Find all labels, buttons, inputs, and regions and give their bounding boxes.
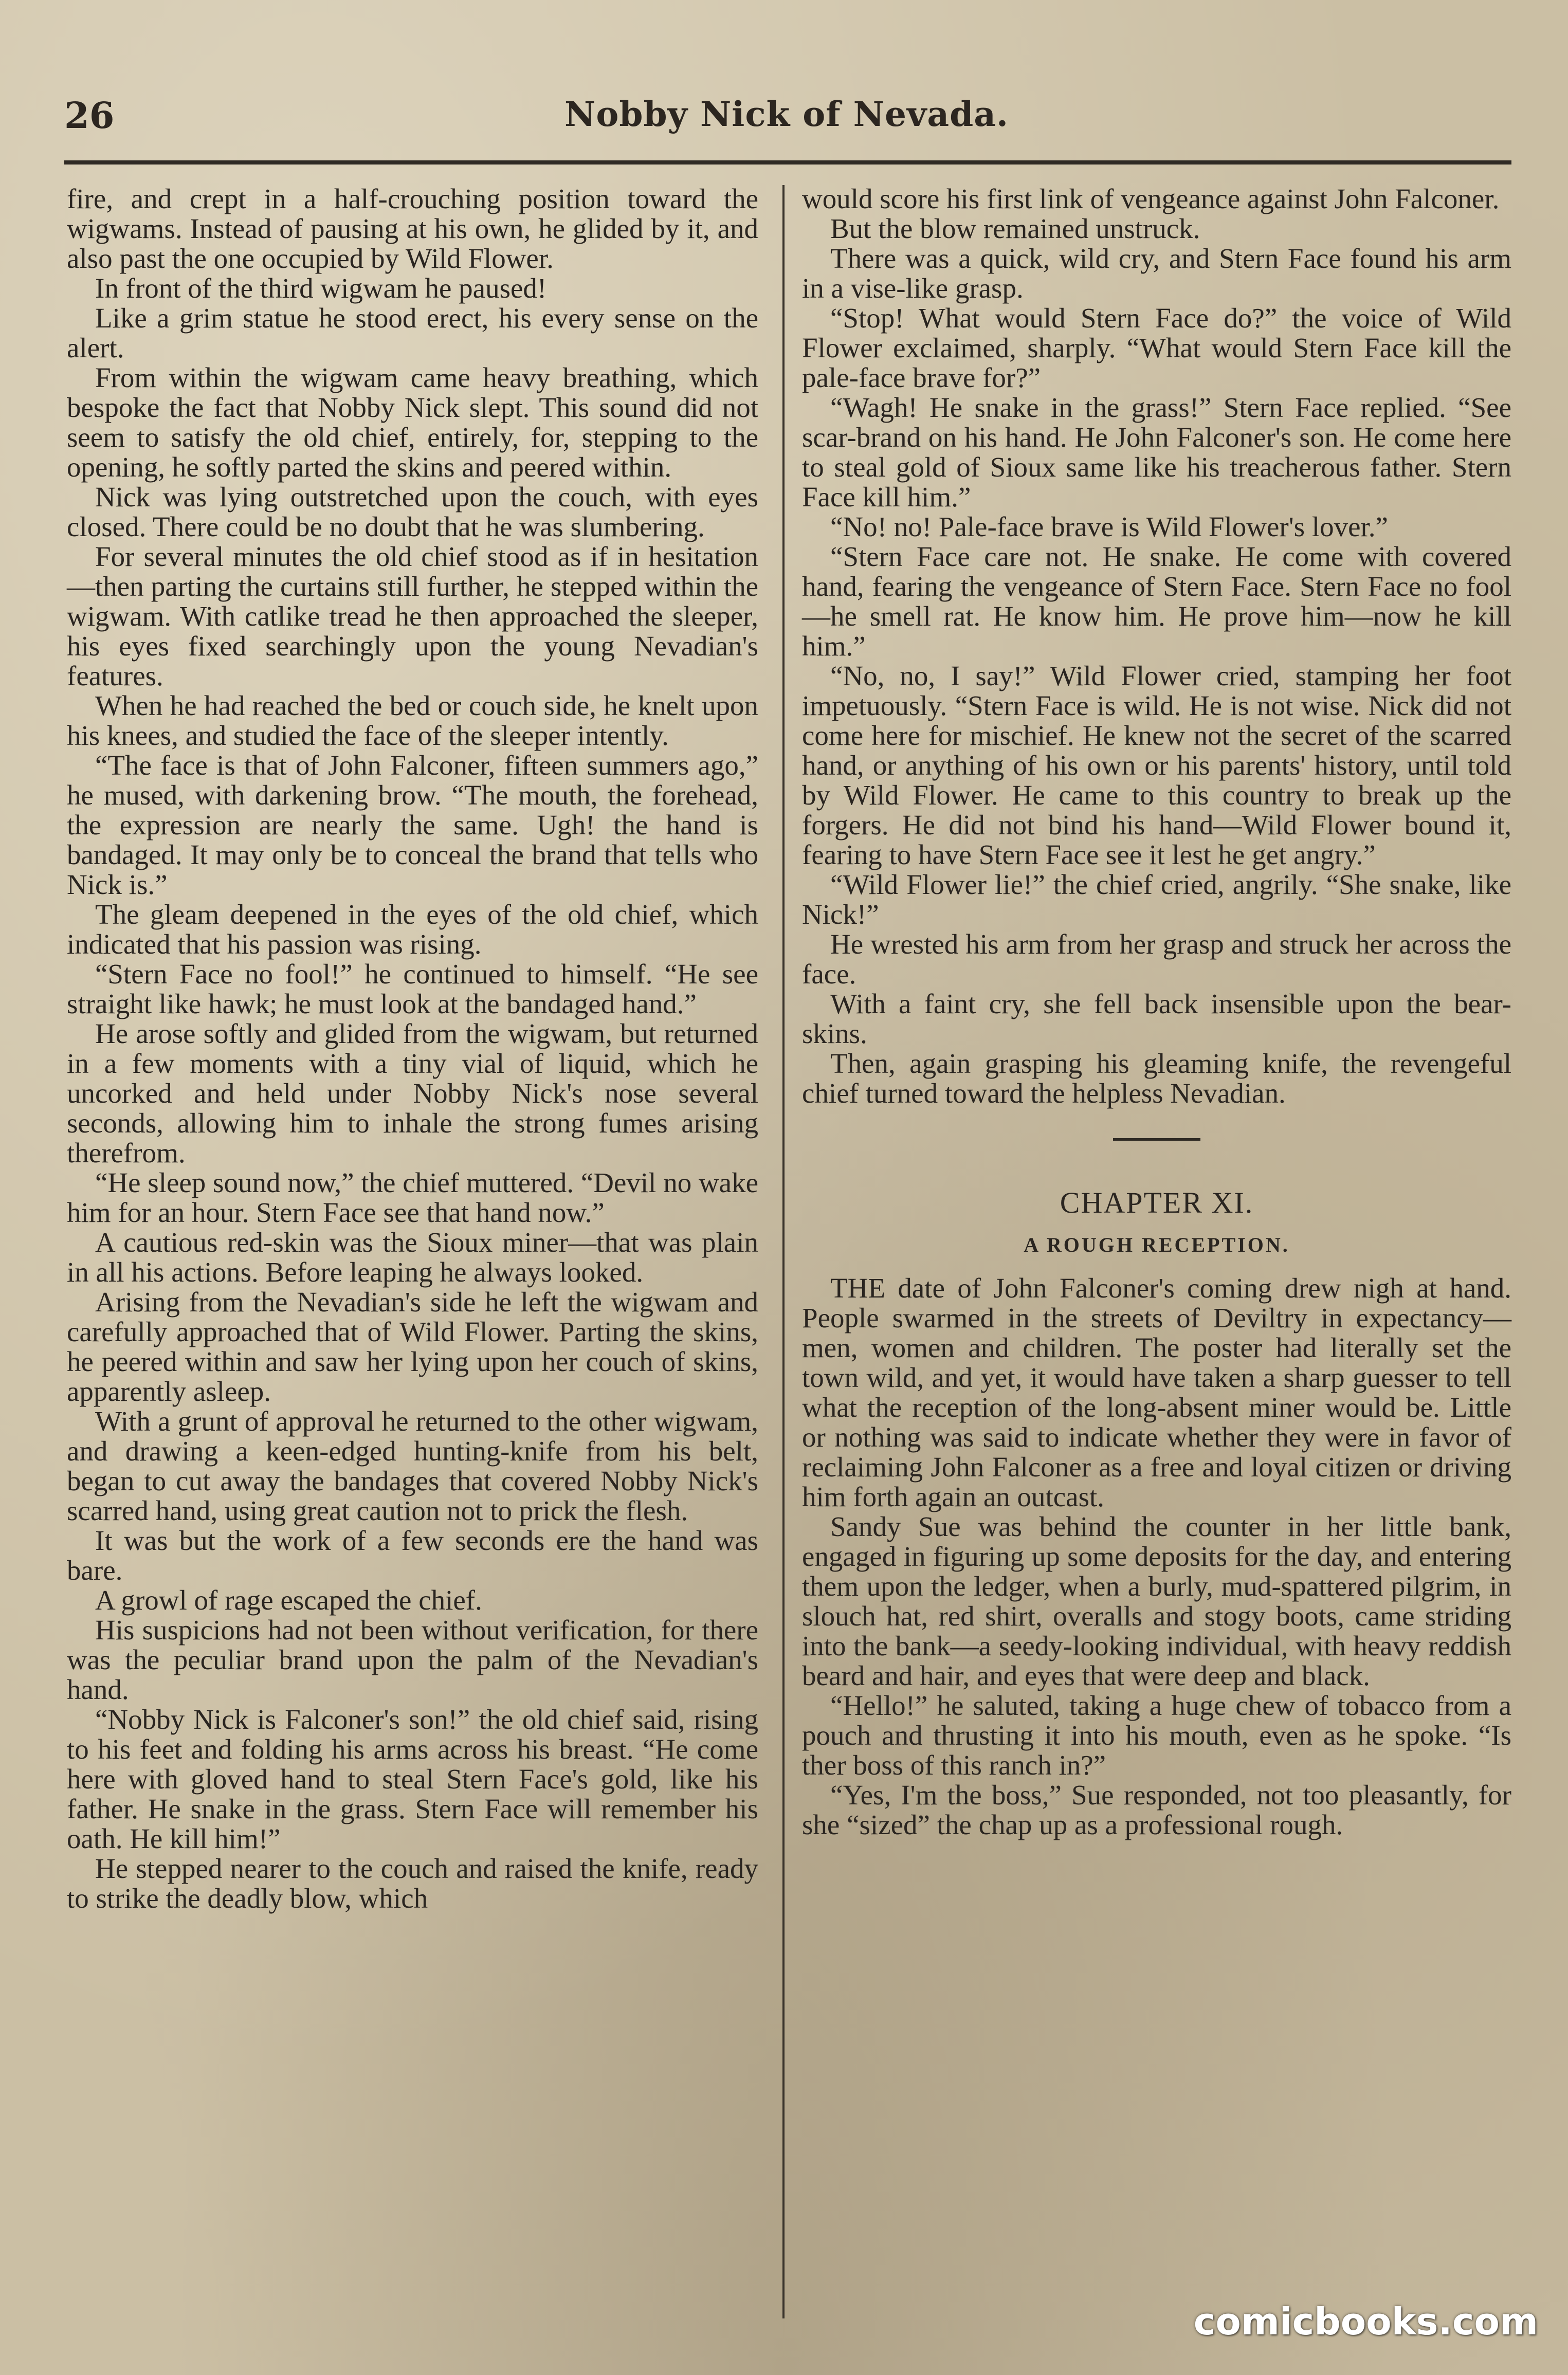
paragraph: Sandy Sue was behind the counter in her little bank, engaged in figuring up some deposits for the day, and entering them upon the ledger, when a burly, mud-spattered pilgrim, in slouch hat, red shirt, overalls and stogy boots, came striding into the bank—a seedy-looking individual, with heavy reddish beard and hair, and eyes that were deep and black. (802, 1511, 1511, 1691)
paragraph: “Hello!” he saluted, taking a huge chew of tobacco from a pouch and thrusting it into his mouth, even as he spoke. “Is ther boss of this ranch in?” (802, 1690, 1511, 1781)
paragraph: A growl of rage escaped the chief. (95, 1584, 482, 1616)
paragraph: His suspicions had not been without verification, for there was the peculiar brand upon the palm of the Nevadian's hand. (67, 1614, 758, 1705)
paragraph: The gleam deepened in the eyes of the old chief, which indicated that his passion was rising. (67, 899, 758, 960)
paragraph: He arose softly and glided from the wigwam, but returned in a few moments with a tiny vial of liquid, which he uncorked and held under Nobby Nick's nose several seconds, allowing him to inhale the strong fumes arising therefrom. (67, 1018, 758, 1168)
column-divider (782, 185, 785, 2318)
paragraph: “Wild Flower lie!” the chief cried, angrily. “She snake, like Nick!” (802, 869, 1511, 930)
paragraph: “The face is that of John Falconer, fifteen summers ago,” he mused, with darkening brow. “The mouth, the forehead, the expression are nearly the same. Ugh! the hand is bandaged. It may only be to conceal the brand that tells who Nick is.” (67, 750, 758, 900)
chapter-subtitle: A ROUGH RECEPTION. (1024, 1233, 1290, 1256)
watermark: comicbooks.com (1193, 2300, 1538, 2343)
paragraph: Like a grim statue he stood erect, his every sense on the alert. (67, 302, 758, 363)
paragraph: “No, no, I say!” Wild Flower cried, stamping her foot impetuously. “Stern Face is wild. He is not wise. Nick did not come here for mischief. He knew not the secret of the scarred hand, or anything of his own or his parents' history, until told by Wild Flower. He came to this country to break up the forgers. He did not bind his hand—Wild Flower bound it, fearing to have Stern Face see it lest he get angry.” (802, 660, 1511, 870)
running-title: Nobby Nick of Nevada. (564, 94, 1009, 134)
paragraph: It was but the work of a few seconds ere the hand was bare. (67, 1525, 758, 1586)
paragraph: From within the wigwam came heavy breathing, which bespoke the fact that Nobby Nick slept. This sound did not seem to satisfy the old chief, entirely, for, stepping to the opening, he softly parted the skins and peered within. (67, 362, 758, 483)
section-separator (1113, 1138, 1200, 1141)
paragraph: In front of the third wigwam he paused! (95, 272, 547, 304)
paragraph: “Stop! What would Stern Face do?” the voice of Wild Flower exclaimed, sharply. “What would Stern Face kill the pale-face brave for?” (802, 302, 1511, 393)
paragraph: “Yes, I'm the boss,” Sue responded, not too pleasantly, for she “sized” the chap up as a professional rough. (802, 1779, 1511, 1840)
paragraph: THE date of John Falconer's coming drew nigh at hand. People swarmed in the streets of Deviltry in expectancy—men, women and children. The poster had literally set the town wild, and yet, it would have taken a sharp guesser to tell what the reception of the long-absent miner would be. Little or nothing was said to indicate whether they were in favor of reclaiming John Falconer as a free and loyal citizen or driving him forth again an outcast. (802, 1272, 1511, 1512)
paragraph: Nick was lying outstretched upon the couch, with eyes closed. There could be no doubt that he was slumbering. (67, 481, 758, 542)
paragraph: “Nobby Nick is Falconer's son!” the old chief said, rising to his feet and folding his arms across his breast. “He come here with gloved hand to steal Stern Face's gold, like his father. He snake in the grass. Stern Face will remember his oath. He kill him!” (67, 1704, 758, 1854)
paragraph: “Wagh! He snake in the grass!” Stern Face replied. “See scar-brand on his hand. He John Falconer's son. He come here to steal gold of Sioux same like his treacherous father. Stern Face kill him.” (802, 392, 1511, 513)
paragraph: “No! no! Pale-face brave is Wild Flower's lover.” (830, 511, 1388, 542)
paragraph: Arising from the Nevadian's side he left the wigwam and carefully approached that of Wild Flower. Parting the skins, he peered within and saw her lying upon her couch of skins, apparently asleep. (67, 1286, 758, 1407)
paragraph: He wrested his arm from her grasp and struck her across the face. (802, 928, 1511, 990)
paragraph: “Stern Face care not. He snake. He come with covered hand, fearing the vengeance of Stern Face. Stern Face no fool—he smell rat. He know him. He prove him—now he kill him.” (802, 541, 1511, 662)
right-column (802, 184, 1511, 1840)
paragraph: When he had reached the bed or couch side, he knelt upon his knees, and studied the face of the sleeper intently. (67, 690, 758, 751)
chapter-heading: CHAPTER XI. (1060, 1186, 1254, 1219)
paragraph: With a faint cry, she fell back insensible upon the bear-skins. (802, 988, 1511, 1049)
left-column (67, 184, 758, 1913)
paragraph: “He sleep sound now,” the chief muttered. “Devil no wake him for an hour. Stern Face see that hand now.” (67, 1167, 759, 1228)
page-header (64, 90, 1509, 147)
paragraph: But the blow remained unstruck. (830, 213, 1200, 244)
paragraph: He stepped nearer to the couch and raised the knife, ready to strike the deadly blow, which (67, 1853, 758, 1914)
paragraph: Then, again grasping his gleaming knife, the revengeful chief turned toward the helpless Nevadian. (802, 1048, 1511, 1109)
header-rule (64, 160, 1511, 165)
paragraph: For several minutes the old chief stood as if in hesitation—then parting the curtains still further, he stepped within the wigwam. With catlike tread he then approached the sleeper, his eyes fixed searchingly upon the young Nevadian's features. (67, 541, 758, 691)
paragraph: fire, and crept in a half-crouching position toward the wigwams. Instead of pausing at his own, he glided by it, and also past the one occupied by Wild Flower. (67, 183, 758, 274)
paragraph: A cautious red-skin was the Sioux miner—that was plain in all his actions. Before leaping he always looked. (67, 1227, 758, 1288)
paragraph: would score his first link of vengeance against John Falconer. (802, 183, 1500, 214)
paragraph: With a grunt of approval he returned to the other wigwam, and drawing a keen-edged hunting-knife from his belt, began to cut away the bandages that covered Nobby Nick's scarred hand, using great caution not to prick the flesh. (67, 1405, 758, 1526)
page-number: 26 (64, 94, 115, 137)
paragraph: There was a quick, wild cry, and Stern Face found his arm in a vise-like grasp. (802, 243, 1511, 304)
paragraph: “Stern Face no fool!” he continued to himself. “He see straight like hawk; he must look at the bandaged hand.” (67, 958, 758, 1019)
